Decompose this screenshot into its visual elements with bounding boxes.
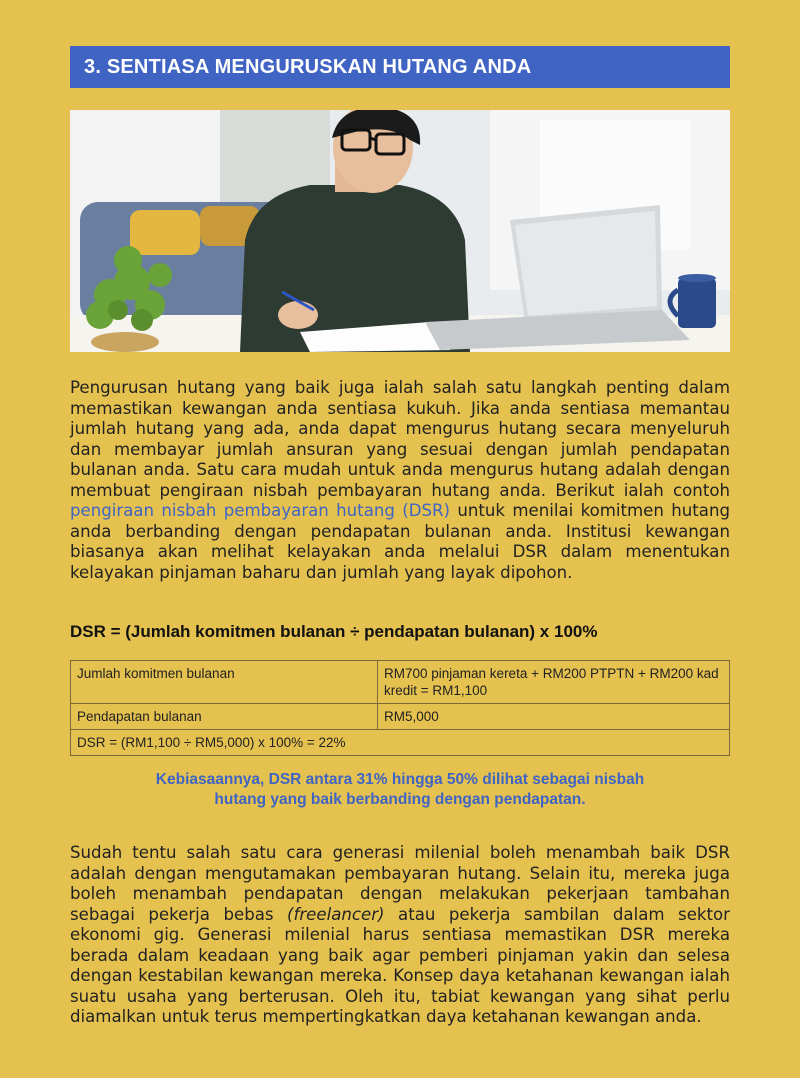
- table-cell-value: RM5,000: [378, 704, 730, 730]
- table-cell-label: Jumlah komitmen bulanan: [71, 661, 378, 704]
- table-cell-label: Pendapatan bulanan: [71, 704, 378, 730]
- table-row: [71, 730, 730, 756]
- intro-text-1: Pengurusan hutang yang baik juga ialah salah satu langkah penting dalam memastikan kewangan anda sentiasa kukuh. Jika anda sentiasa memantau jumlah hutang yang ada, anda dapat mengurus hutang secara menyeluruh dan membayar jumlah ansuran yang sesuai dengan jumlah pendapatan bulanan anda. Satu cara mudah untuk anda mengurus hutang adalah dengan membuat pengiraan nisbah pembayaran hutang anda. Berikut ialah contoh: [70, 378, 730, 500]
- table-row: [71, 661, 730, 704]
- section-title: 3. SENTIASA MENGURUSKAN HUTANG ANDA: [70, 46, 730, 88]
- freelancer-term: (freelancer): [287, 904, 385, 924]
- intro-text-2: untuk menilai komitmen hutang anda berbanding dengan pendapatan bulanan anda. Institusi kewangan biasanya akan melihat kelayakan anda melalui DSR dalam menentukan kelayakan pinjaman baharu dan jumlah yang layak dipohon.: [70, 501, 730, 582]
- note-line-1: Kebiasaannya, DSR antara 31% hingga 50% dilihat sebagai nisbah: [155, 771, 645, 788]
- dsr-link[interactable]: pengiraan nisbah pembayaran hutang (DSR): [70, 501, 451, 520]
- table-row: [71, 704, 730, 730]
- closing-paragraph: [70, 843, 730, 1028]
- table-cell-value: RM700 pinjaman kereta + RM200 PTPTN + RM200 kad kredit = RM1,100: [378, 661, 730, 704]
- intro-paragraph: [70, 378, 730, 583]
- man-working-laptop-photo: [70, 110, 730, 352]
- dsr-table: [70, 660, 730, 756]
- dsr-note: [70, 770, 730, 810]
- closing-text-2: atau pekerja sambilan dalam sektor ekonomi gig. Generasi milenial harus sentiasa memastikan DSR mereka berada dalam keadaan yang baik agar pemberi pinjaman yakin dan selesa dengan kestabilan kewangan mereka. Konsep daya ketahanan kewangan ialah suatu usaha yang berterusan. Oleh itu, tabiat kewangan yang sihat perlu diamalkan untuk terus mempertingkatkan daya ketahanan kewangan anda.: [70, 904, 730, 1026]
- table-cell-result: DSR = (RM1,100 ÷ RM5,000) x 100% = 22%: [71, 730, 730, 756]
- closing-text-1: Sudah tentu salah satu cara generasi milenial boleh menambah baik DSR adalah dengan mengutamakan pembayaran hutang. Selain itu, mereka juga boleh menambah pendapatan dengan melakukan pekerjaan tambahan sebagai pekerja bebas: [70, 843, 730, 924]
- note-line-2: hutang yang baik berbanding dengan pendapatan.: [214, 791, 586, 808]
- dsr-formula: DSR = (Jumlah komitmen bulanan ÷ pendapatan bulanan) x 100%: [70, 622, 598, 641]
